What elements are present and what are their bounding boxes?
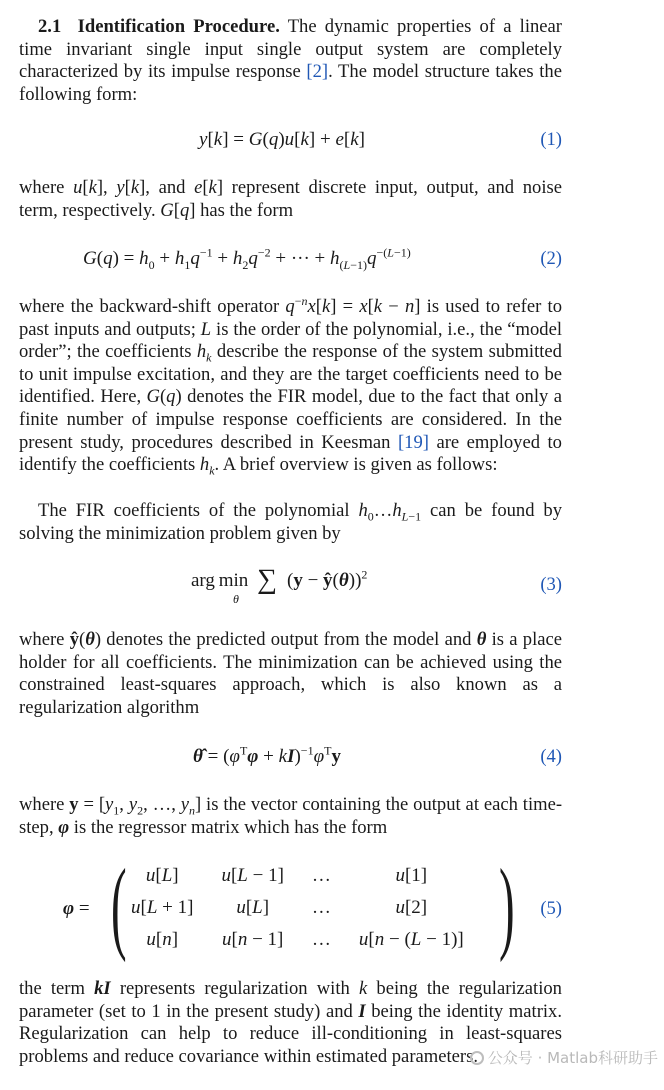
watermark-text: 公众号 · Matlab科研助手 (487, 1049, 658, 1067)
equation-5-number: (5) (540, 898, 562, 919)
regressor-matrix: u[L] u[L − 1] … u[1] u[L + 1] u[L] … u[2] u[n] u[n − 1] … u[n − (L − 1)] (131, 865, 464, 950)
equation-4: θ̂ = $(\varphi^T\varphi + kI)^{-1}\varphi^Ty$ (4) (193, 743, 562, 767)
paragraph-fir: The FIR coefficients of the polynomial $h_0\dots h_{L-1}$ can be found by solving the minimization problem given by (19, 500, 563, 544)
intro-paragraph (19, 16, 562, 106)
equation-2-number: (2) (540, 248, 562, 269)
paragraph-final: the term kI represents regularization with k being the regularization parameter (set to 1 in the present study) and I being the identity matrix. Regularization can help to reduce ill-conditioning in least-squares problems and reduce covariance within estimated parameters. (19, 978, 562, 1067)
intro-text-end: . The model structure takes the following form: (19, 61, 562, 105)
section-number: 2.1 (38, 16, 62, 37)
citation-19[interactable]: [19] (397, 431, 429, 453)
equation-3: arg min θ ∑ (y − ŷ(θ))$^2$ (3) (191, 564, 562, 606)
equation-2: $G(q) = h_0 + h_1q^{-1} + h_2q^{-2}$ + ··· + $h_{(L-1)}q^{-(L-1)}$ (2) (83, 245, 562, 272)
wechat-icon (470, 1051, 484, 1065)
paragraph-after-eq2: where the backward-shift operator $q^{-n}x[k] = x[k - n]$ is used to refer to past inputs and outputs; L is the order of the polynomial, i.e., the “model order”; the coefficients $h_k$ describe the response of the system submitted to unit impulse excitation, and they are the target coefficients need to be identified. Here, G(q) denotes the FIR model, due to the fact that only a finite number of impulse response coefficients are considered. In the present study, procedures described in Keesman [19] are employed to identify the coefficients $h_k$. A brief overview is given as follows: (19, 293, 562, 478)
equation-3-number: (3) (540, 574, 562, 595)
section-title: Identification Procedure. (77, 16, 280, 37)
equation-1: y[k] = G(q)u[k] + e[k] (1) (199, 129, 562, 150)
citation-2[interactable]: [2] (306, 61, 329, 83)
paragraph-after-eq1: where u[k], y[k], and e[k] represent discrete input, output, and noise term, respectively. G[q] has the form (19, 177, 563, 221)
equation-4-number: (4) (540, 746, 562, 767)
watermark (470, 1047, 658, 1068)
equation-1-number: (1) (540, 129, 562, 150)
paragraph-after-eq3: where ŷ(θ) denotes the predicted output from the model and θ is a place holder for all coefficients. The minimization can be achieved using the constrained least-squares approach, which is also known as a regularization algorithm (19, 629, 562, 718)
equation-5: φ = ( u[L] u[L − 1] … u[1] u[L + 1] u[L] … u[2] u[n] u[n − 1] … u[n − (L − 1)] ) (5) (63, 848, 562, 963)
intro-text: The dynamic properties of a linear time invariant single input single output system are completely characterized by its impulse response (19, 16, 562, 83)
paragraph-after-eq4: where $y = [y_1$, $y_2$, …, $y_n$] is the vector containing the output at each time-step, φ is the regressor matrix which has the form (19, 794, 563, 838)
